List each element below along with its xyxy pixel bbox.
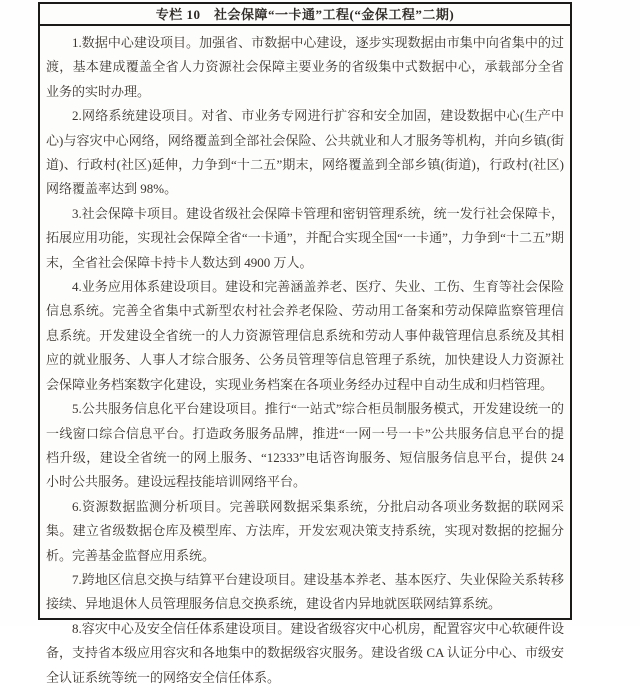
paragraph-data-monitoring: 6.资源数据监测分析项目。完善联网数据采集系统，分批启动各项业务数据的联网采集。建立省级数据仓库及模型库、方法库，开发宏观决策支持系统，实现对数据的挖掘分析。完善基金监督应用系统。 xyxy=(46,498,564,563)
panel-title: 专栏 10 社会保障“一卡通”工程(“金保工程”二期) xyxy=(40,4,570,26)
paragraph-public-service-platform: 5.公共服务信息化平台建设项目。推行“一站式”综合柜员制服务模式，开发建设统一的一线窗口综合信息平台。打造政务服务品牌，推进“一网一号一卡”公共服务信息平台的提档升级，建设全省统一的网上服务、“12333”电话咨询服务、短信服务信息平台，提供 24 小时公共服务。建设远程技能培训网络平台。 xyxy=(46,401,564,490)
panel-body xyxy=(40,26,570,690)
paragraph-disaster-recovery: 8.容灾中心及安全信任体系建设项目。建设省级容灾中心机房，配置容灾中心软硬件设备，支持省本级应用容灾和各地集中的数据级容灾服务。建设省级 CA 认证分中心、市级安全认证系统等统一的网络安全信任体系。 xyxy=(46,620,564,685)
paragraph-data-center: 1.数据中心建设项目。加强省、市数据中心建设，逐步实现数据由市集中向省集中的过渡，基本建成覆盖全省人力资源社会保障主要业务的省级集中式数据中心，承载部分全省业务的实时办理。 xyxy=(46,35,564,99)
paragraph-business-application: 4.业务应用体系建设项目。建设和完善涵盖养老、医疗、失业、工伤、生育等社会保险信息系统。完善全省集中式新型农村社会养老保险、劳动用工备案和劳动保障监察管理信息系统。开发建设全省统一的人力资源管理信息系统和劳动人事仲裁管理信息系统及其相应的就业服务、人事人才综合服务、公务员管理等信息管理子系统，加快建设人力资源社会保障业务档案数字化建设，实现业务档案在各项业务经办过程中自动生成和归档管理。 xyxy=(46,279,564,392)
paragraph-social-security-card: 3.社会保障卡项目。建设省级社会保障卡管理和密钥管理系统，统一发行社会保障卡，拓展应用功能，实现社会保障全省“一卡通”，并配合实现全国“一卡通”，力争到“十二五”期末，全省社会保障卡持卡人数达到 4900 万人。 xyxy=(46,205,564,270)
column-panel xyxy=(38,2,572,685)
paragraph-network-system: 2.网络系统建设项目。对省、市业务专网进行扩容和安全加固，建设数据中心(生产中心)与容灾中心网络，网络覆盖到全部社会保险、公共就业和人才服务等机构，并向乡镇(街道)、行政村(社区)延伸，力争到“十二五”期末，网络覆盖到全部乡镇(街道)，行政村(社区)网络覆盖率达到 98%。 xyxy=(46,108,564,197)
paragraph-cross-region-exchange: 7.跨地区信息交换与结算平台建设项目。建设基本养老、基本医疗、失业保险关系转移接续、异地退休人员管理服务信息交换系统，建设省内异地就医联网结算系统。 xyxy=(46,571,564,612)
